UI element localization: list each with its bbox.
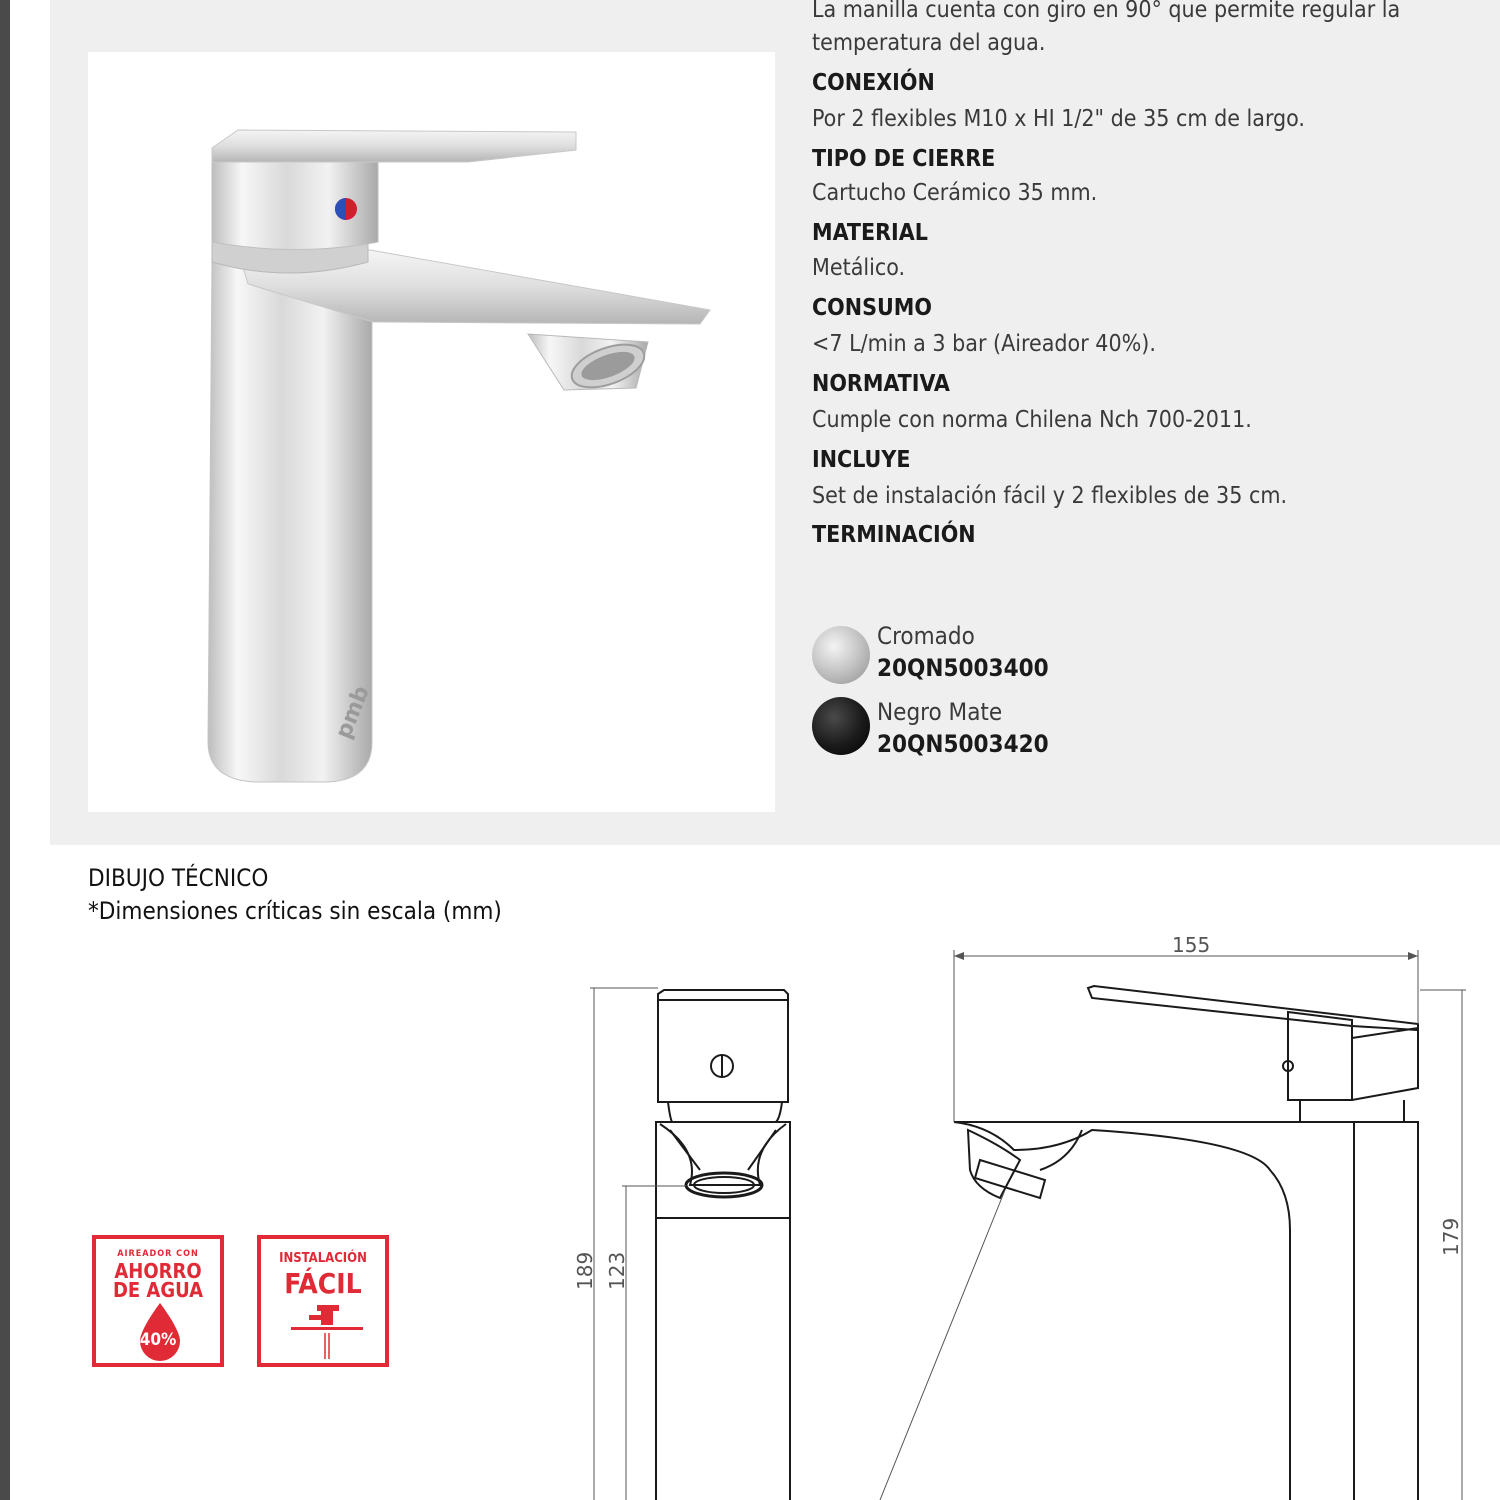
finish-code-chrome: 20QN5003400 xyxy=(877,654,1049,682)
spec-value-conexion: Por 2 flexibles M10 x HI 1/2" de 35 cm de largo. xyxy=(812,106,1306,132)
dim-height-spout: 123 xyxy=(605,1251,629,1290)
spec-heading-material: MATERIAL xyxy=(812,220,928,246)
spec-value-cierre: Cartucho Cerámico 35 mm. xyxy=(812,180,1098,206)
finish-name-black: Negro Mate xyxy=(877,698,1003,726)
dim-height-total: 189 xyxy=(573,1251,597,1290)
brand-logo: pmb xyxy=(331,682,375,743)
product-photo xyxy=(88,52,775,812)
spec-value-incluye: Set de instalación fácil y 2 flexibles de 35 cm. xyxy=(812,483,1288,509)
dim-width: 155 xyxy=(1172,933,1211,957)
finish-name-chrome: Cromado xyxy=(877,622,975,650)
spec-value-normativa: Cumple con norma Chilena Nch 700-2011. xyxy=(812,407,1252,433)
section-subtitle: *Dimensiones críticas sin escala (mm) xyxy=(88,897,502,925)
badge-percent: 40% xyxy=(139,1330,177,1350)
description-line-2: temperatura del agua. xyxy=(812,30,1046,56)
spec-heading-normativa: NORMATIVA xyxy=(812,371,950,397)
technical-drawing xyxy=(0,930,1500,1500)
black-swatch xyxy=(812,697,870,755)
badge-aireador-label: AIREADOR CON xyxy=(117,1249,199,1259)
badge-instalacion-label: INSTALACIÓN xyxy=(279,1251,367,1266)
spec-heading-incluye: INCLUYE xyxy=(812,447,911,473)
spec-heading-consumo: CONSUMO xyxy=(812,295,932,321)
spec-heading-cierre: TIPO DE CIERRE xyxy=(812,146,996,172)
faucet-image xyxy=(88,52,775,812)
description-line-1: La manilla cuenta con giro en 90° que permite regular la xyxy=(812,0,1401,23)
badge-facil-label: FÁCIL xyxy=(284,1267,362,1300)
spec-value-material: Metálico. xyxy=(812,255,906,281)
spec-value-consumo: <7 L/min a 3 bar (Aireador 40%). xyxy=(812,331,1156,357)
finish-code-black: 20QN5003420 xyxy=(877,730,1049,758)
chrome-swatch xyxy=(812,626,870,684)
spec-heading-terminacion: TERMINACIÓN xyxy=(812,522,976,548)
dim-height-side: 179 xyxy=(1439,1217,1463,1256)
badge-ahorro-label: AHORRO xyxy=(114,1259,202,1283)
badge-agua-label: DE AGUA xyxy=(112,1278,204,1302)
spec-heading-conexion: CONEXIÓN xyxy=(812,70,935,96)
section-title: DIBUJO TÉCNICO xyxy=(88,864,269,892)
